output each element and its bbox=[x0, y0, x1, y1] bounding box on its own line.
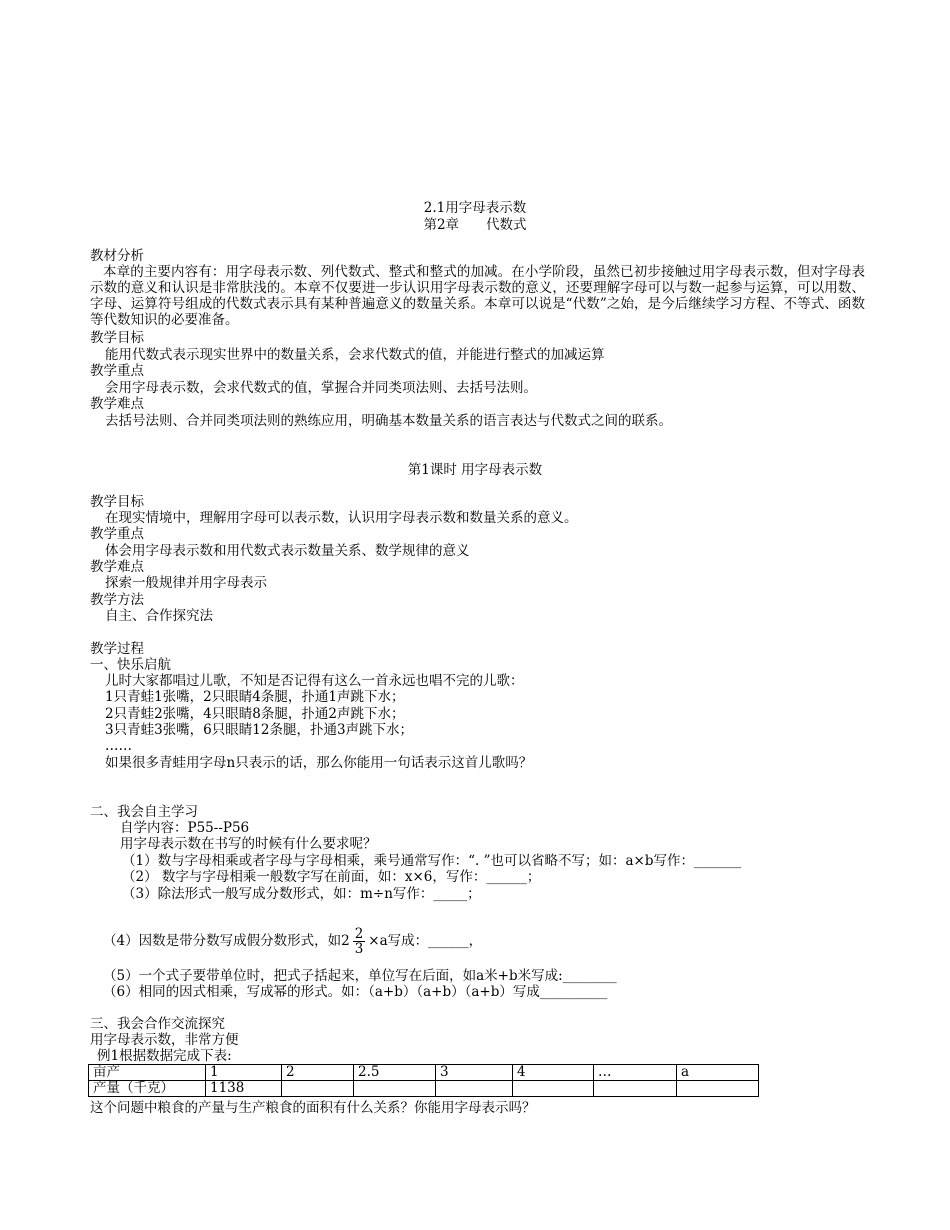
song-line-ellipsis: …… bbox=[105, 738, 132, 754]
chapter-goal-text: 能用代数式表示现实世界中的数量关系，会求代数式的值，并能进行整式的加减运算 bbox=[105, 347, 605, 363]
table-cell: 1138 bbox=[206, 1081, 282, 1097]
rule-5: （5）一个式子要带单位时，把式子括起来，单位写在后面，如a米+b米写成:________ bbox=[103, 968, 617, 984]
part2-question: 用字母表示数在书写的时候有什么要求呢？ bbox=[120, 836, 377, 852]
table-cell bbox=[594, 1081, 677, 1097]
lesson-key-text: 体会用字母表示数和用代数式表示数量关系、数学规律的意义 bbox=[105, 543, 470, 559]
fraction-denominator: 3 bbox=[354, 941, 364, 957]
part3-heading: 三、我会合作交流探究 bbox=[90, 1016, 225, 1032]
analysis-text: 本章的主要内容有：用字母表示数、列代数式、整式和整式的加减。在小学阶段，虽然已初步接触过用字母表示数，但对字母表示数的意义和认识是非常肤浅的。本章不仅要进一步认识用字母表示数的意义，还要理解字母可以与数一起参与运算，可以用数、字母、运算符号组成的代数式表示具有某种普遍意义的数量关系。本章可以说是“代数”之始，是今后继续学习方程、不等式、函数等代数知识的必要准备。 bbox=[90, 264, 865, 328]
lesson-goal-text: 在现实情境中，理解用字母可以表示数，认识用字母表示数和数量关系的意义。 bbox=[105, 510, 578, 526]
chapter-difficulty-text: 去括号法则、合并同类项法则的熟练应用，明确基本数量关系的语言表达与代数式之间的联系。 bbox=[105, 413, 672, 429]
section-title: 2.1用字母表示数 bbox=[423, 200, 527, 216]
chapter-key-heading: 教学重点 bbox=[90, 363, 144, 379]
song-line: 3只青蛙3张嘴，6只眼睛12条腿，扑通3声跳下水； bbox=[105, 722, 414, 738]
song-line: 1只青蛙1张嘴，2只眼睛4条腿，扑通1声跳下水； bbox=[105, 689, 405, 705]
table-cell: 4 bbox=[513, 1065, 594, 1081]
process-heading: 教学过程 bbox=[90, 641, 144, 657]
yield-table bbox=[88, 1064, 759, 1097]
lesson-method-heading: 教学方法 bbox=[90, 592, 144, 608]
lesson-key-heading: 教学重点 bbox=[90, 526, 144, 542]
rule-4 bbox=[103, 919, 482, 963]
chapter-key-text: 会用字母表示数，会求代数式的值，掌握合并同类项法则、去括号法则。 bbox=[105, 380, 537, 396]
table-cell: … bbox=[594, 1065, 677, 1081]
table-cell: 产量（千克） bbox=[89, 1081, 206, 1097]
table-cell bbox=[677, 1081, 759, 1097]
fraction-numerator: 2 bbox=[354, 926, 364, 942]
part1-intro: 儿时大家都唱过儿歌，不知是否记得有这么一首永远也唱不完的儿歌： bbox=[105, 673, 524, 689]
part2-heading: 二、我会自主学习 bbox=[90, 804, 198, 820]
analysis-heading: 教材分析 bbox=[90, 248, 144, 264]
table-cell: 2.5 bbox=[354, 1065, 436, 1081]
final-question: 这个问题中粮食的产量与生产粮食的面积有什么关系？你能用字母表示吗？ bbox=[90, 1100, 536, 1116]
rule-1: （1）数与字母相乘或者字母与字母相乘，乘号通常写作：“. ”也可以省略不写；如：a×b写作：_______ bbox=[122, 853, 742, 869]
table-cell: a bbox=[677, 1065, 759, 1081]
lesson-method-text: 自主、合作探究法 bbox=[105, 608, 213, 624]
part2-content: 自学内容：P55--P56 bbox=[120, 820, 250, 836]
rule-3: （3）除法形式一般写成分数形式，如：m÷n写作：_____； bbox=[122, 886, 481, 902]
part1-heading: 一、快乐启航 bbox=[90, 657, 171, 673]
chapter-goal-heading: 教学目标 bbox=[90, 330, 144, 346]
table-cell bbox=[354, 1081, 436, 1097]
rule-4-after: ×a写成：______， bbox=[368, 933, 483, 949]
part3-intro: 用字母表示数，非常方便 bbox=[90, 1032, 239, 1048]
table-cell: 1 bbox=[206, 1065, 282, 1081]
table-row bbox=[89, 1065, 759, 1081]
table-cell: 3 bbox=[436, 1065, 513, 1081]
song-line: 2只青蛙2张嘴，4只眼睛8条腿，扑通2声跳下水； bbox=[105, 706, 405, 722]
lesson-difficulty-text: 探索一般规律并用字母表示 bbox=[105, 575, 267, 591]
rule-6: （6）相同的因式相乘，写成幂的形式。如：（a+b）（a+b）（a+b）写成__________ bbox=[103, 984, 608, 1000]
table-cell bbox=[436, 1081, 513, 1097]
table-cell: 亩产 bbox=[89, 1065, 206, 1081]
lesson-difficulty-heading: 教学难点 bbox=[90, 559, 144, 575]
chapter-difficulty-heading: 教学难点 bbox=[90, 396, 144, 412]
table-cell bbox=[282, 1081, 354, 1097]
table-cell bbox=[513, 1081, 594, 1097]
fraction bbox=[353, 927, 366, 956]
table-cell: 2 bbox=[282, 1065, 354, 1081]
lesson-goal-heading: 教学目标 bbox=[90, 494, 144, 510]
chapter-title: 第2章 代数式 bbox=[423, 217, 527, 233]
rule-2: （2） 数字与字母相乘一般数字写在前面，如：x×6，写作：______； bbox=[122, 869, 541, 885]
rule-4-before: （4）因数是带分数写成假分数形式，如2 bbox=[103, 933, 350, 949]
table-row bbox=[89, 1081, 759, 1097]
lesson-title: 第1课时 用字母表示数 bbox=[407, 462, 543, 478]
part1-question: 如果很多青蛙用字母n只表示的话，那么你能用一句话表示这首儿歌吗？ bbox=[105, 755, 533, 771]
example-title: 例1根据数据完成下表: bbox=[97, 1048, 232, 1064]
